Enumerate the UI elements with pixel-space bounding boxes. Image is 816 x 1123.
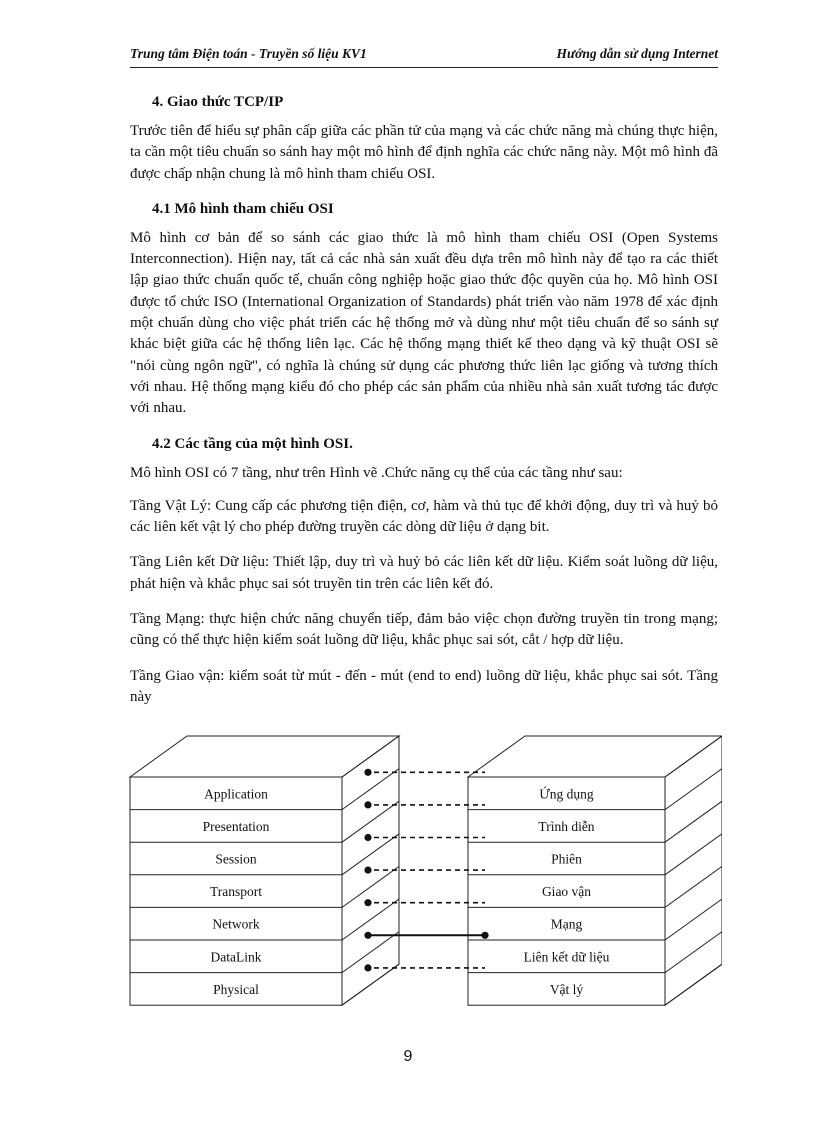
section-4-paragraph: Trước tiên để hiểu sự phân cấp giữa các phần tử của mạng và các chức năng mà chúng thực hiện, ta cần một tiêu chuẩn so sánh hay một mô hình để định nghĩa các chức năng này. Một mô hình đã được chấp nhận chung là mô hình tham chiếu OSI.: [130, 123, 718, 182]
connector-dot: [364, 899, 371, 906]
right-side-divider: [665, 932, 722, 973]
connector-dot: [481, 932, 488, 939]
section-4-2-title: 4.2 Các tầng của một hình OSI.: [152, 435, 353, 452]
section-4-1-paragraph: Mô hình cơ bản để so sánh các giao thức là mô hình tham chiếu OSI (Open Systems Interconnection). Hiện nay, tất cả các nhà sản xuất đều dựa trên mô hình này để tạo ra các thiết lập giao thức chuẩn quốc tế, chuẩn công nghiệp hoặc giao thức độc quyền của họ. Mô hình OSI được tổ chức ISO (International Organization of Standards) phát triển vào năm 1978 để xác định một chuẩn dùng cho việc phát triển các hệ thống mở và dùng như một tiêu chuẩn để so sánh sự khác biệt giữa các hệ thống liên lạc. Các hệ thống mạng thiết kế theo dạng và kỹ thuật OSI sẽ "nói cùng ngôn ngữ", có nghĩa là chúng sử dụng các phương thức liên lạc giống và tương thích với nhau. Hệ thống mạng kiểu đó cho phép các sản phẩm của nhiều nhà sản xuất tương tác được với nhau.: [130, 229, 718, 417]
right-layer-label: Vật lý: [549, 981, 584, 997]
datalink-layer-paragraph: Tầng Liên kết Dữ liệu: Thiết lập, duy trì và huỷ bỏ các liên kết dữ liệu. Kiểm soát luồng dữ liệu, phát hiện và khắc phục sai sót truyền tin trên các liên kết đó.: [130, 554, 718, 592]
left-layer-label: Session: [215, 851, 257, 867]
document-body: [130, 92, 718, 722]
osi-diagram-svg: [128, 732, 722, 1012]
left-layer-label: DataLink: [210, 949, 262, 965]
left-layer-label: Network: [212, 916, 260, 932]
connector-dot: [364, 834, 371, 841]
connector-dot: [364, 769, 371, 776]
right-layer-label: Phiên: [551, 851, 582, 867]
page-number: 9: [403, 1048, 413, 1065]
right-side-divider: [665, 964, 722, 1005]
connector-dot: [364, 801, 371, 808]
right-side-divider: [665, 834, 722, 875]
network-layer-paragraph: Tầng Mạng: thực hiện chức năng chuyển tiếp, đảm bảo việc chọn đường truyền tin trong mạng; cũng có thể thực hiện kiểm soát luồng dữ liệu, khắc phục sai sót, cắt / hợp dữ liệu.: [130, 611, 718, 649]
right-side-divider: [665, 866, 722, 907]
connector-dot: [364, 964, 371, 971]
right-side-divider: [665, 769, 722, 810]
left-stack-top: [130, 736, 399, 777]
right-layer-label: Mạng: [550, 916, 583, 932]
header-rule: [130, 67, 718, 68]
transport-layer-paragraph: Tầng Giao vận: kiểm soát từ mút - đến - mút (end to end) luồng dữ liệu, khắc phục sai sót. Tầng này: [130, 667, 718, 705]
osi-diagram: [128, 732, 722, 1012]
right-layer-label: Trình diễn: [538, 818, 595, 834]
physical-layer-paragraph: Tầng Vật Lý: Cung cấp các phương tiện điện, cơ, hàm và thủ tục để khởi động, duy trì và huỷ bỏ các liên kết vật lý cho phép đường truyền các dòng dữ liệu ở dạng bit.: [130, 497, 718, 536]
left-layer-label: Physical: [213, 981, 259, 997]
left-layer-label: Transport: [209, 884, 263, 900]
right-stack-side: [665, 736, 722, 1005]
page-header: [130, 46, 718, 68]
header-right: Hướng dẫn sử dụng Internet: [556, 46, 718, 61]
right-layer-label: Liên kết dữ liệu: [523, 949, 610, 965]
left-layer-label: Application: [204, 786, 268, 802]
header-left: Trung tâm Điện toán - Truyền số liệu KV1: [130, 46, 367, 61]
right-stack-top: [468, 736, 722, 777]
right-layer-label: Giao vận: [541, 884, 592, 900]
right-side-divider: [665, 801, 722, 842]
section-4-1-title: 4.1 Mô hình tham chiếu OSI: [152, 200, 334, 217]
connector-dot: [364, 867, 371, 874]
left-layer-label: Presentation: [202, 818, 270, 834]
section-4-2-intro: Mô hình OSI có 7 tầng, như trên Hình vẽ .Chức năng cụ thể của các tầng như sau:: [130, 464, 623, 481]
right-layer-label: Ứng dụng: [539, 786, 594, 802]
section-4-title: 4. Giao thức TCP/IP: [152, 94, 284, 110]
right-side-divider: [665, 899, 722, 940]
